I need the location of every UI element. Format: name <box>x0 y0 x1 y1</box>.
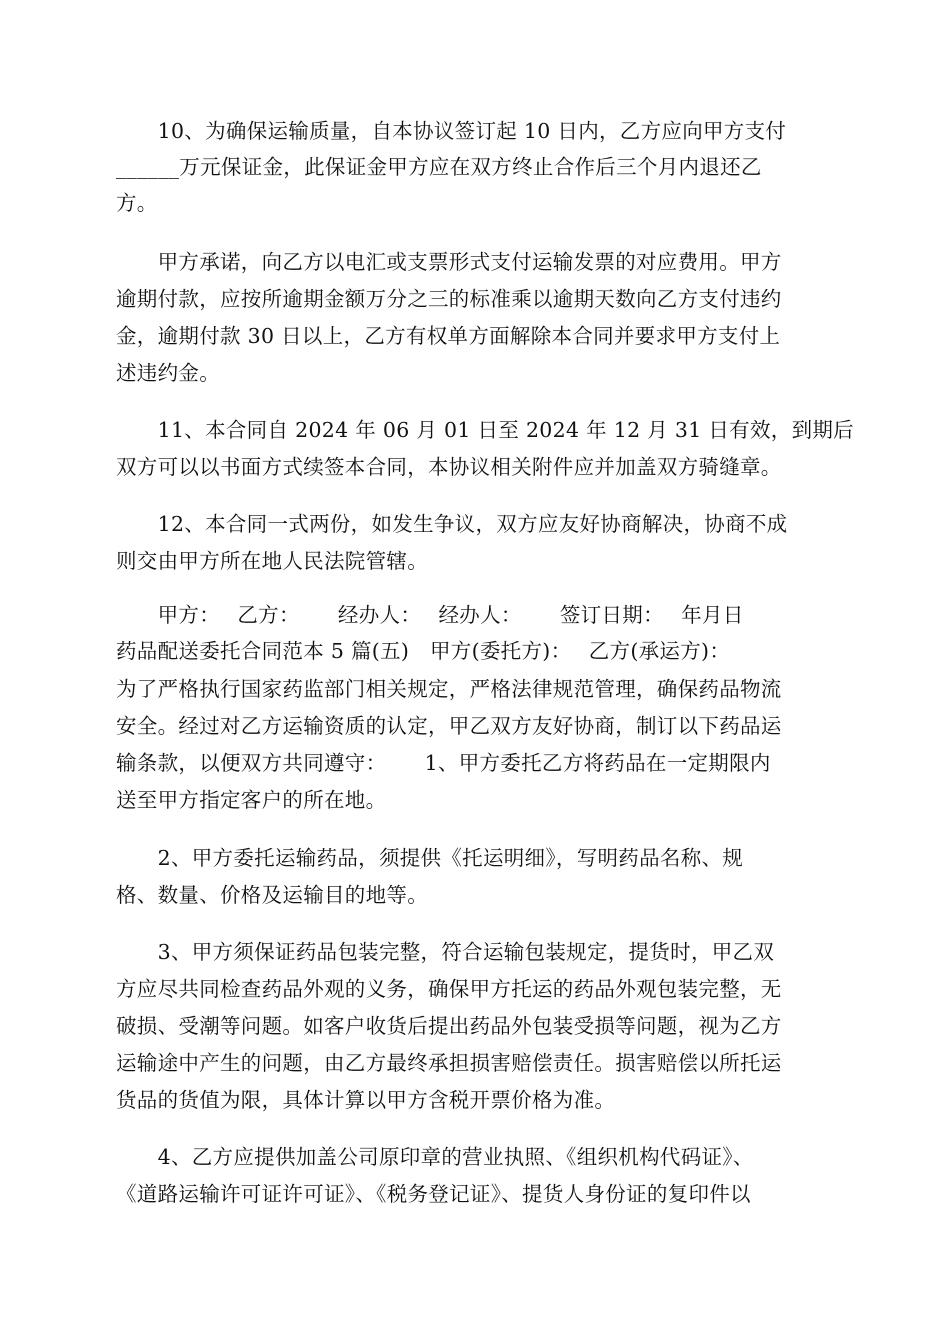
text-line: 货品的货值为限，具体计算以甲方含税开票价格为准。 <box>116 1088 616 1112</box>
text-line: 运输途中产生的问题，由乙方最终承担损害赔偿责任。损害赔偿以所托运 <box>116 1051 782 1075</box>
text-line: 方应尽共同检查药品外观的义务，确保甲方托运的药品外观包装完整，无 <box>116 977 782 1001</box>
text-line: 3、甲方须保证药品包装完整，符合运输包装规定，提货时，甲乙双 <box>116 940 775 964</box>
text-line: 10、为确保运输质量，自本协议签订起 10 日内，乙方应向甲方支付 <box>116 119 787 143</box>
text-line: 输条款，以便双方共同遵守： 1、甲方委托乙方将药品在一定期限内 <box>116 751 771 775</box>
text-line: 破损、受潮等问题。如客户收货后提出药品外包装受损等问题，视为乙方 <box>116 1014 782 1038</box>
section-heading: 药品配送委托合同范本 5 篇(五) 甲方(委托方)： 乙方(承运方)： <box>116 639 731 663</box>
text-line: 为了严格执行国家药监部门相关规定，严格法律规范管理，确保药品物流 <box>116 677 782 701</box>
text-line: 2、甲方委托运输药品，须提供《托运明细》，写明药品名称、规 <box>116 846 744 870</box>
text-line: 甲方承诺，向乙方以电汇或支票形式支付运输发票的对应费用。甲方 <box>116 250 782 274</box>
text-line: 安全。经过对乙方运输资质的认定，甲乙双方友好协商，制订以下药品运 <box>116 714 782 738</box>
text-line: 方。 <box>116 191 158 215</box>
text-line: 双方可以以书面方式续签本合同，本协议相关附件应并加盖双方骑缝章。 <box>116 455 782 479</box>
text-line: 12、本合同一式两份，如发生争议，双方应友好协商解决，协商不成 <box>116 512 788 536</box>
text-line: ______万元保证金，此保证金甲方应在双方终止合作后三个月内退还乙 <box>116 155 762 179</box>
text-line: 金，逾期付款 30 日以上，乙方有权单方面解除本合同并要求甲方支付上 <box>116 324 781 348</box>
text-line: 《道路运输许可证许可证》、《税务登记证》、提货人身份证的复印件以 <box>116 1182 751 1206</box>
text-line: 4、乙方应提供加盖公司原印章的营业执照、《组织机构代码证》、 <box>116 1145 754 1169</box>
text-line: 格、数量、价格及运输目的地等。 <box>116 883 428 907</box>
signature-line: 甲方： 乙方： 经办人： 经办人： 签订日期： 年月日 <box>116 603 744 627</box>
text-line: 送至甲方指定客户的所在地。 <box>116 788 387 812</box>
text-line: 则交由甲方所在地人民法院管辖。 <box>116 549 428 573</box>
text-line: 述违约金。 <box>116 361 220 385</box>
text-line: 11、本合同自 2024 年 06 月 01 日至 2024 年 12 月 31 日有效，到期后 <box>116 418 854 442</box>
text-line: 逾期付款，应按所逾期金额万分之三的标准乘以逾期天数向乙方支付违约 <box>116 287 782 311</box>
